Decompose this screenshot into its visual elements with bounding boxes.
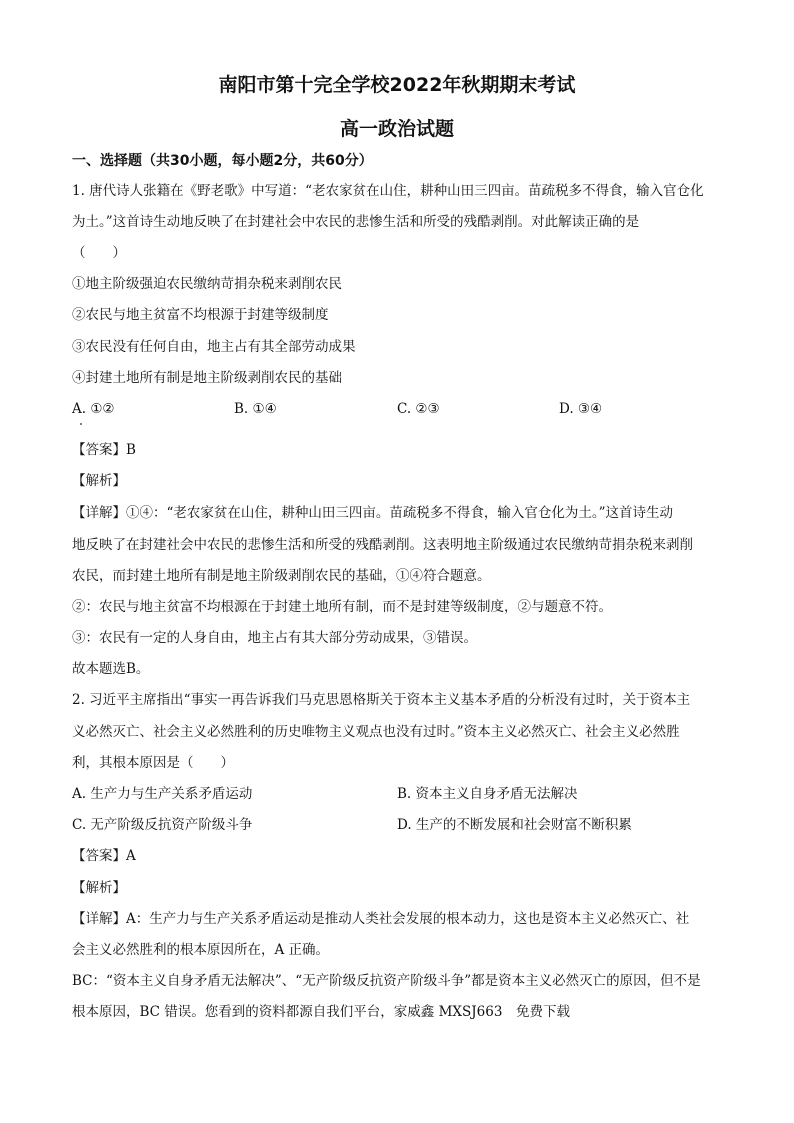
q1-detail-line-5: ③：农民有一定的人身自由，地主占有其大部分劳动成果，③错误。	[72, 630, 477, 646]
stray-dot	[80, 423, 82, 425]
q1-stem-line-1: 1. 唐代诗人张籍在《野老歌》中写道：“老农家贫在山住，耕种山田三四亩。苗疏税多不得食，输入官仓化	[72, 183, 704, 199]
q1-option-a: A. ①②	[72, 401, 115, 417]
q1-detail-line-6: 故本题选B。	[72, 661, 150, 677]
q2-answer: 【答案】A	[72, 848, 136, 864]
q1-stem-line-3: （ ）	[72, 245, 126, 261]
q1-detail-line-3: 农民，而封建土地所有制是地主阶级剥削农民的基础，①④符合题意。	[72, 568, 491, 584]
q2-option-c: C. 无产阶级反抗资产阶级斗争	[72, 817, 253, 833]
q2-detail-line-3: BC：“资本主义自身矛盾无法解决”、“无产阶级反抗资产阶级斗争”都是资本主义必然灭亡的原因，但不是	[72, 973, 701, 989]
q1-answer: 【答案】B	[72, 442, 136, 458]
q2-stem-line-1: 2. 习近平主席指出“事实一再告诉我们马克思恩格斯关于资本主义基本矛盾的分析没有过时，关于资本主	[72, 692, 691, 708]
q2-stem-line-2: 义必然灭亡、社会主义必然胜利的历史唯物主义观点也没有过时。”资本主义必然灭亡、社会主义必然胜	[72, 724, 680, 740]
q2-option-d: D. 生产的不断发展和社会财富不断积累	[397, 817, 632, 833]
q2-option-b: B. 资本主义自身矛盾无法解决	[397, 786, 578, 802]
exam-title: 南阳市第十完全学校2022年秋期期末考试	[218, 74, 576, 96]
exam-subtitle: 高一政治试题	[339, 118, 454, 140]
q2-option-a: A. 生产力与生产关系矛盾运动	[72, 786, 253, 802]
q1-statement-4: ④封建土地所有制是地主阶级剥削农民的基础	[72, 370, 342, 386]
q1-statement-1: ①地主阶级强迫农民缴纳苛捐杂税来剥削农民	[72, 276, 342, 292]
q1-detail-line-4: ②：农民与地主贫富不均根源在于封建土地所有制，而不是封建等级制度，②与题意不符。	[72, 599, 612, 615]
q1-detail-line-1: 【详解】①④：“老农家贫在山住，耕种山田三四亩。苗疏税多不得食，输入官仓化为土。”这首诗生动	[72, 505, 674, 521]
q1-statement-3: ③农民没有任何自由，地主占有其全部劳动成果	[72, 339, 356, 355]
section-heading: 一、选择题（共30小题，每小题2分，共60分）	[72, 153, 373, 169]
q1-option-d: D. ③④	[559, 401, 603, 417]
q1-statement-2: ②农民与地主贫富不均根源于封建等级制度	[72, 307, 329, 323]
q2-analysis-label: 【解析】	[72, 880, 126, 896]
q2-detail-line-4: 根本原因，BC 错误。您看到的资料都源自我们平台，家威鑫 MXSJ663 免费下载	[72, 1004, 570, 1020]
q2-detail-line-2: 会主义必然胜利的根本原因所在，A 正确。	[72, 942, 330, 958]
q2-detail-line-1: 【详解】A：生产力与生产关系矛盾运动是推动人类社会发展的根本动力，这也是资本主义必然灭亡、社	[72, 911, 690, 927]
q1-stem-line-2: 为土。”这首诗生动地反映了在封建社会中农民的悲惨生活和所受的残酷剥削。对此解读正确的是	[72, 214, 640, 230]
q1-analysis-label: 【解析】	[72, 473, 126, 489]
q1-option-c: C. ②③	[397, 401, 440, 417]
q1-option-b: B. ①④	[234, 401, 277, 417]
q2-stem-line-3: 利，其根本原因是（ ）	[72, 755, 234, 771]
q1-detail-line-2: 地反映了在封建社会中农民的悲惨生活和所受的残酷剥削。这表明地主阶级通过农民缴纳苛捐杂税来剥削	[72, 537, 693, 553]
